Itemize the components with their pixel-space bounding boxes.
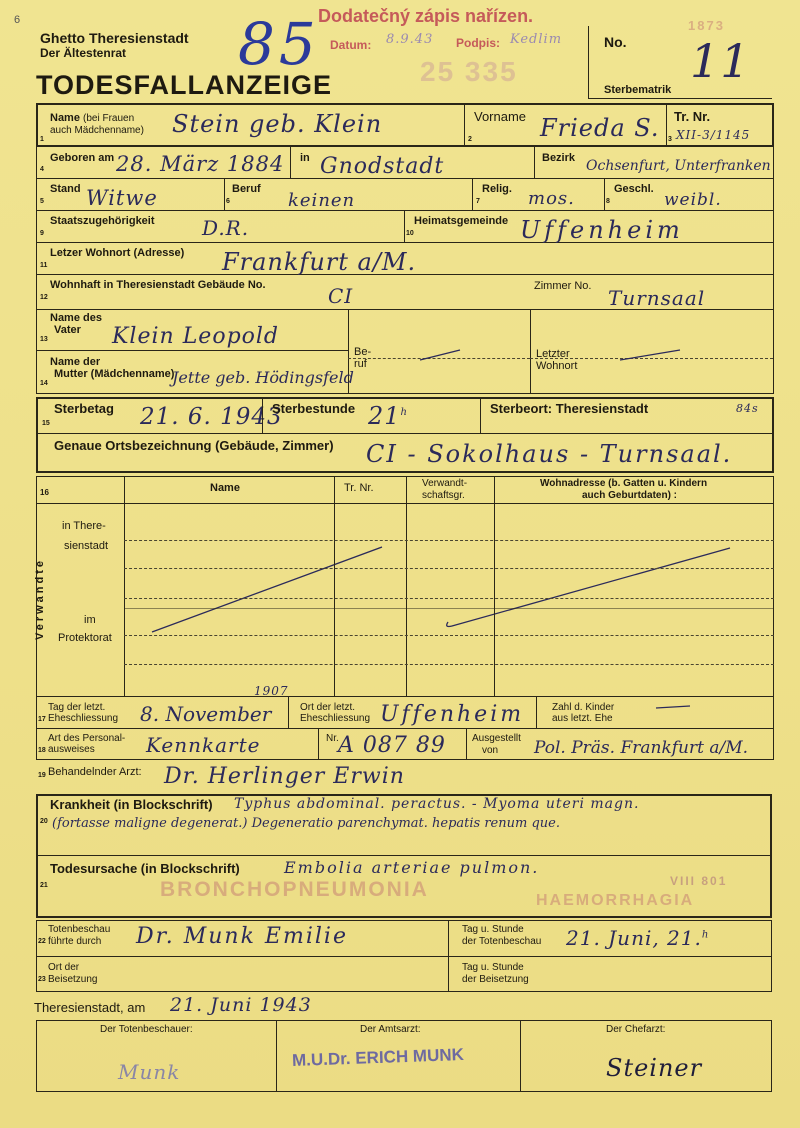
vorname-value: Frieda S. <box>540 114 660 142</box>
chefarzt-signature: Steiner <box>606 1054 703 1082</box>
wohnort-label: Letzer Wohnort (Adresse) <box>50 247 185 259</box>
org-name: Ghetto Theresienstadt <box>40 30 189 46</box>
chefarzt-label: Der Chefarzt: <box>606 1024 666 1035</box>
ehe-ort-label-1: Ort der letzt. <box>300 702 356 713</box>
zimmer-label: Zimmer No. <box>534 280 592 292</box>
geschl-label: Geschl. <box>614 183 654 195</box>
ausweis-nr-label: Nr. <box>326 733 339 744</box>
letzter-wohnort-label-1: Letzter <box>536 348 570 360</box>
todesursache-label: Todesursache (in Blockschrift) <box>50 861 240 876</box>
amtsarzt-label: Der Amtsarzt: <box>360 1024 421 1035</box>
staats-value: D.R. <box>202 216 250 240</box>
no-label: No. <box>604 34 627 50</box>
stand-label: Stand <box>50 183 81 195</box>
stamp-number: 25 335 <box>420 56 518 87</box>
footer-date: 21. Juni 1943 <box>170 994 312 1016</box>
wohnort-value: Frankfurt a/M. <box>222 248 417 276</box>
wohnhaft-value: CI <box>328 284 354 308</box>
name-der-label: Name der <box>50 356 101 368</box>
ortsbez-label: Genaue Ortsbezeichnung (Gebäude, Zimmer) <box>54 438 334 453</box>
zimmer-value: Turnsaal <box>608 286 706 310</box>
totenbeschauer-label: Der Totenbeschauer: <box>100 1024 193 1035</box>
ehe-tag-label-2: Eheschliessung <box>48 713 119 724</box>
amtsarzt-stamp: M.U.Dr. ERICH MUNK <box>291 1045 465 1070</box>
beisetzung-ort-label-2: Beisetzung <box>48 974 98 985</box>
death-report-form: 6 Ghetto Theresienstadt Der Ältestenrat TODESFALLANZEIGE 85 Dodatečný zápis nařízen. Datum: 8.9.43 Podpis: Kedlim 25 335 No. 1873 11 Sterbematrik Name (bei Frauen auch Mädchenname) 1 Stein geb. Klein Vorname 2 Frieda S. Tr. Nr. 3 XII-3/1145 Geboren am 4 28. März 1884 in Gnodstadt Bezirk Ochsenfurt, Unterfranken Stand 5 Witwe Beruf 6 keinen Relig. 7 mos. Geschl. 8 weibl. Staatszugehörigkeit 9 D.R. Heimatsgemeinde 10 Uffenheim Letzer Wohnort (Adresse) 11 Frankfurt a/M. Wohnhaft in Theresienstadt Gebäude No. 12 CI Zimmer No. Turnsaal Name des Vater 13 Klein Leopold Name der Mutter (Mädchenname) 14 Jette geb. Hödingsfeld Be- ruf Letzter Wohnort Sterbetag 15 21. 6. 1943 Sterbestunde 21$^h$ Sterbeort: Theresienstadt 84s Genaue Ortsbezeichnung (Gebäude, Zimmer) CI - Sokolhaus - Turnsaal. 16 Name Tr. Nr. Verwandt- schaftsgr. Wohnadresse (b. Gatten u. Kindern auch Geburtdaten) : Verwandte in There- sienstadt im Protektorat Tag der letzt. Eheschliessung 17 1907 8. November Ort der letzt. Eheschliessung Uffenheim Zahl d. Kinder aus letzt. Ehe Art des Personal- ausweises 18 Kennkarte Nr. A 087 89 Ausgestellt von Pol. Präs. Frankfurt a/M. Behandelnder Arzt: 19 Dr. Herlinger Erwin Krankheit (in Blockschrift) 20 Typhus abdominal. peractus. - Myoma uteri magn. (fortasse maligne degenerat.) Degeneratio parenchymat. hepatis renum que. Todesursache (in Blockschrift) 21 Embolia arteriae pulmon. BRONCHOPNEUMONIA HAEMORRHAGIA VIII 801 Totenbeschau führte durch 22 Dr. Munk Emilie Tag u. Stunde der Totenbeschau 21. Juni, 21.$^h$ Ort der Beisetzung 23 Tag u. Stunde der Beisetzung Theresienstadt, am 21. Juni 1943 Der Totenbeschauer: Munk Der Amtsarzt: M.U.Dr. ERICH MUNK Der Chefarzt: Steiner <box>0 0 800 1128</box>
kinder-label-1: Zahl d. Kinder <box>552 702 615 713</box>
ehe-tag-value: 8. November <box>140 702 272 726</box>
stamp-dodatecny: Dodatečný zápis nařízen. <box>318 6 534 26</box>
geboren-label: Geboren am <box>50 152 115 164</box>
vater-value: Klein Leopold <box>112 324 280 349</box>
kinder-label-2: aus letzt. Ehe <box>552 713 613 724</box>
relig-value: mos. <box>528 188 575 209</box>
in-there-1: in There- <box>62 520 106 532</box>
wohnhaft-label: Wohnhaft in Theresienstadt Gebäude No. <box>50 279 266 291</box>
no-value: 11 <box>690 34 751 88</box>
totenbeschauer-signature: Munk <box>118 1060 181 1084</box>
krankheit-line-1: Typhus abdominal. peractus. - Myoma uteri magn. <box>234 796 640 812</box>
stamp-podpis-label: Podpis: <box>456 36 500 50</box>
ausgestellt-value: Pol. Präs. Frankfurt a/M. <box>534 738 749 758</box>
ausweis-value: Kennkarte <box>146 733 261 757</box>
council-name: Der Ältestenrat <box>40 46 127 60</box>
ausweis-label-1: Art des Personal- <box>48 733 126 744</box>
bezirk-label: Bezirk <box>542 152 576 164</box>
arzt-label: Behandelnder Arzt: <box>48 766 142 778</box>
sterbeort-note: 84s <box>736 402 759 415</box>
stamp-datum-label: Datum: <box>330 38 372 52</box>
ehe-ort-value: Uffenheim <box>380 702 525 727</box>
faint-code: VIII 801 <box>670 874 728 888</box>
ehe-ort-label-2: Eheschliessung <box>300 713 371 724</box>
totenbeschau-label-1: Totenbeschau <box>48 924 111 935</box>
trnr-label: Tr. Nr. <box>674 109 711 124</box>
trnr-value: XII-3/1145 <box>676 128 751 142</box>
im-label: im <box>84 614 96 626</box>
in-label: in <box>300 152 310 164</box>
beisetzung-tag-label-1: Tag u. Stunde <box>462 962 524 973</box>
sterbestunde-label: Sterbestunde <box>272 401 356 416</box>
toten-tag-label-2: der Totenbeschau <box>462 936 542 947</box>
col-wohn-1: Wohnadresse (b. Gatten u. Kindern <box>540 478 708 489</box>
vater-label: Vater <box>54 324 81 336</box>
faint-bronchopneumonia: BRONCHOPNEUMONIA <box>160 878 429 901</box>
ausgestellt-label-1: Ausgestellt <box>472 733 521 744</box>
stamp-podpis-value: Kedlim <box>510 32 563 47</box>
vorname-label: Vorname <box>474 109 527 124</box>
sterbestunde-value: 21$^h$ <box>368 402 408 430</box>
parent-beruf-label-1: Be- <box>354 346 372 358</box>
big-number: 85 <box>238 10 320 78</box>
protektorat-label: Protektorat <box>58 632 112 644</box>
col-name: Name <box>210 482 240 494</box>
sterbeort-label: Sterbeort: Theresienstadt <box>490 401 649 416</box>
krankheit-label: Krankheit (in Blockschrift) <box>50 797 213 812</box>
name-label-2: auch Mädchenname) <box>50 125 144 136</box>
sterbetag-label: Sterbetag <box>54 401 114 416</box>
staats-label: Staatszugehörigkeit <box>50 215 155 227</box>
footer-place: Theresienstadt, am <box>34 1000 146 1015</box>
ortsbez-value: CI - Sokolhaus - Turnsaal. <box>366 440 733 468</box>
col-wohn-2: auch Geburtdaten) : <box>582 490 678 501</box>
sterbematrik-label: Sterbematrik <box>604 84 672 96</box>
col-trnr: Tr. Nr. <box>344 482 374 494</box>
parent-beruf-label-2: ruf <box>354 358 367 370</box>
verwandte-side-label: Verwandte <box>34 557 46 640</box>
arzt-value: Dr. Herlinger Erwin <box>164 764 405 789</box>
beisetzung-tag-label-2: der Beisetzung <box>462 974 529 985</box>
toten-tag-value: 21. Juni, 21.$^h$ <box>566 926 710 950</box>
ehe-tag-label-1: Tag der letzt. <box>48 702 106 713</box>
letzter-wohnort-label-2: Wohnort <box>536 360 578 372</box>
heimat-label: Heimatsgemeinde <box>414 215 509 227</box>
relig-label: Relig. <box>482 183 512 195</box>
corner-mark: 6 <box>14 14 21 26</box>
geboren-value: 28. März 1884 <box>116 152 285 176</box>
ausweis-nr-value: A 087 89 <box>338 733 446 758</box>
col-verw-1: Verwandt- <box>422 478 468 489</box>
in-value: Gnodstadt <box>320 154 445 179</box>
totenbeschau-value: Dr. Munk Emilie <box>136 924 348 949</box>
heimat-value: Uffenheim <box>520 216 684 244</box>
ausgestellt-label-2: von <box>482 745 499 756</box>
stand-value: Witwe <box>86 186 158 210</box>
totenbeschau-label-2: führte durch <box>48 936 102 947</box>
form-title: TODESFALLANZEIGE <box>36 70 333 100</box>
krankheit-line-2: (fortasse maligne degenerat.) Degeneratio parenchymat. hepatis renum que. <box>52 816 560 831</box>
ausweis-label-2: ausweises <box>48 744 95 755</box>
mutter-value: Jette geb. Hödingsfeld <box>172 368 354 387</box>
in-there-2: sienstadt <box>64 540 109 552</box>
stamp-datum-value: 8.9.43 <box>386 32 434 47</box>
beruf-value: keinen <box>288 190 356 211</box>
bezirk-value: Ochsenfurt, Unterfranken <box>586 158 771 174</box>
geschl-value: weibl. <box>664 190 722 210</box>
beruf-label: Beruf <box>232 183 261 195</box>
beisetzung-ort-label-1: Ort der <box>48 962 80 973</box>
ehe-tag-year: 1907 <box>254 684 289 698</box>
sterbetag-value: 21. 6. 1943 <box>140 404 283 430</box>
name-value: Stein geb. Klein <box>172 110 383 138</box>
mutter-label: Mutter (Mädchenname) <box>54 368 175 380</box>
todesursache-value: Embolia arteriae pulmon. <box>284 858 540 877</box>
toten-tag-label-1: Tag u. Stunde <box>462 924 524 935</box>
name-des-label: Name des <box>50 312 102 324</box>
no-small: 1873 <box>688 18 725 33</box>
name-label: Name (bei Frauen <box>50 112 135 124</box>
faint-haemorrhagia: HAEMORRHAGIA <box>536 892 695 909</box>
col-verw-2: schaftsgr. <box>422 490 465 501</box>
